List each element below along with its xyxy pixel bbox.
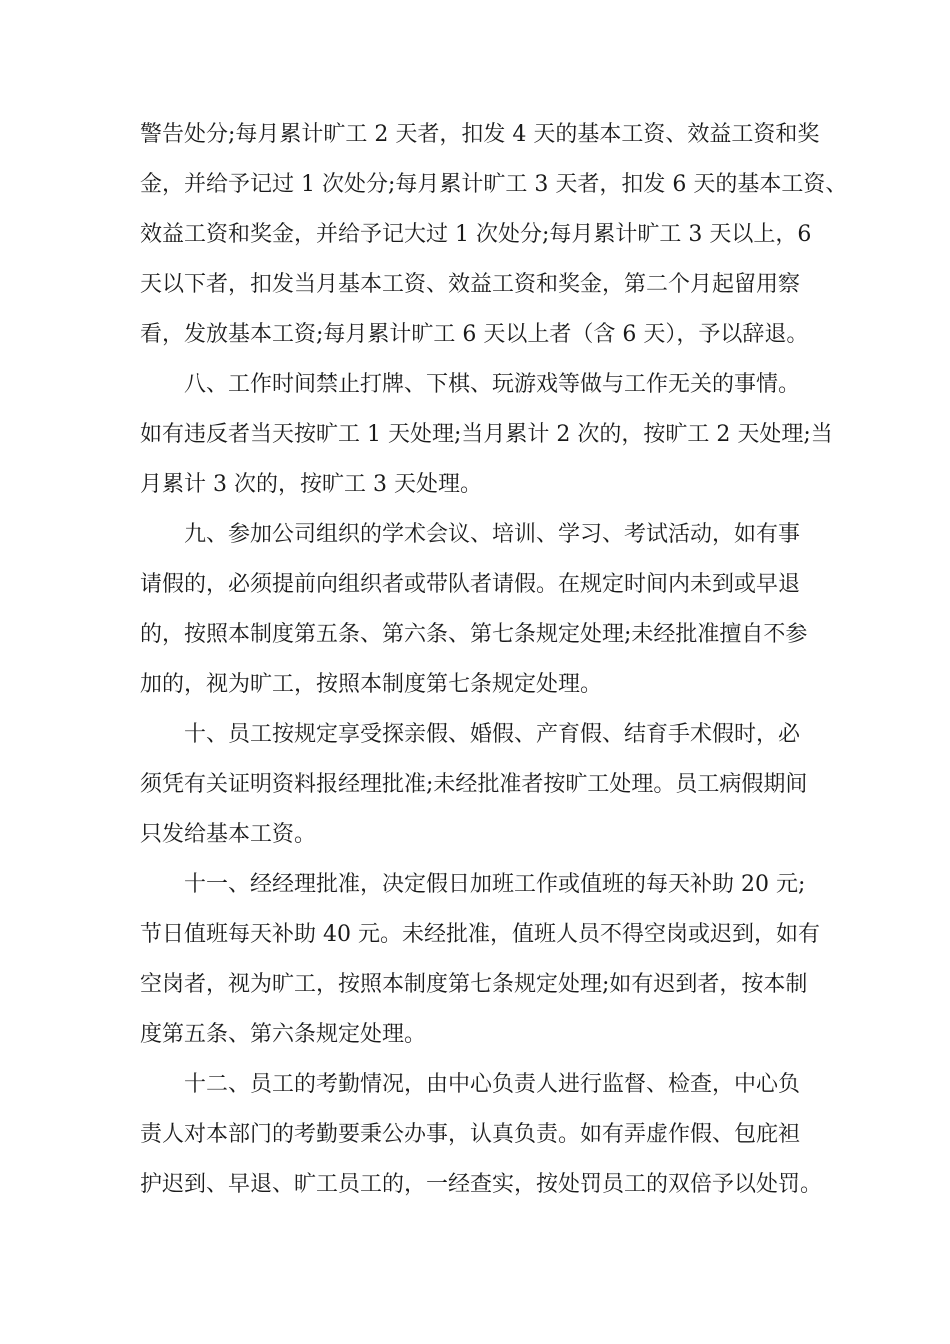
text-line: 护迟到、早退、旷工员工的，一经查实，按处罚员工的双倍予以处罚。 <box>140 1172 823 1197</box>
paragraph-article-10 <box>140 710 830 860</box>
text-line: 度第五条、第六条规定处理。 <box>140 1022 427 1047</box>
text-line: 空岗者，视为旷工，按照本制度第七条规定处理;如有迟到者，按本制 <box>140 972 808 997</box>
text-line: 十二、员工的考勤情况，由中心负责人进行监督、检查，中心负 <box>184 1072 801 1097</box>
text-line: 效益工资和奖金，并给予记大过 1 次处分;每月累计旷工 3 天以上，6 <box>140 222 812 247</box>
text-line: 警告处分;每月累计旷工 2 天者，扣发 4 天的基本工资、效益工资和奖 <box>140 122 820 147</box>
text-line: 节日值班每天补助 40 元。未经批准，值班人员不得空岗或迟到，如有 <box>140 922 820 947</box>
text-line: 责人对本部门的考勤要秉公办事，认真负责。如有弄虚作假、包庇袒 <box>140 1122 801 1147</box>
text-line: 如有违反者当天按旷工 1 天处理;当月累计 2 次的，按旷工 2 天处理;当 <box>140 422 833 447</box>
text-line: 十、员工按规定享受探亲假、婚假、产育假、结育手术假时，必 <box>184 722 801 747</box>
paragraph-article-11 <box>140 860 830 1060</box>
paragraph-article-12 <box>140 1060 830 1210</box>
text-line: 须凭有关证明资料报经理批准;未经批准者按旷工处理。员工病假期间 <box>140 772 808 797</box>
text-line: 月累计 3 次的，按旷工 3 天处理。 <box>140 472 482 497</box>
text-line: 看，发放基本工资;每月累计旷工 6 天以上者（含 6 天），予以辞退。 <box>140 322 809 347</box>
text-line: 请假的，必须提前向组织者或带队者请假。在规定时间内未到或早退 <box>140 572 801 597</box>
text-line: 十一、经经理批准，决定假日加班工作或值班的每天补助 20 元; <box>184 872 806 897</box>
text-line: 加的，视为旷工，按照本制度第七条规定处理。 <box>140 672 603 697</box>
text-line: 只发给基本工资。 <box>140 822 317 847</box>
text-line: 金，并给予记过 1 次处分;每月累计旷工 3 天者，扣发 6 天的基本工资、 <box>140 172 848 197</box>
text-line: 八、工作时间禁止打牌、下棋、玩游戏等做与工作无关的事情。 <box>184 372 801 397</box>
paragraph-article-9 <box>140 510 830 710</box>
text-line: 的，按照本制度第五条、第六条、第七条规定处理;未经批准擅自不参 <box>140 622 808 647</box>
text-line: 九、参加公司组织的学术会议、培训、学习、考试活动，如有事 <box>184 522 801 547</box>
paragraph-article-8 <box>140 360 833 510</box>
paragraph-continuation-absence-penalties <box>140 110 848 360</box>
text-line: 天以下者，扣发当月基本工资、效益工资和奖金，第二个月起留用察 <box>140 272 801 297</box>
document-body <box>140 110 848 1210</box>
